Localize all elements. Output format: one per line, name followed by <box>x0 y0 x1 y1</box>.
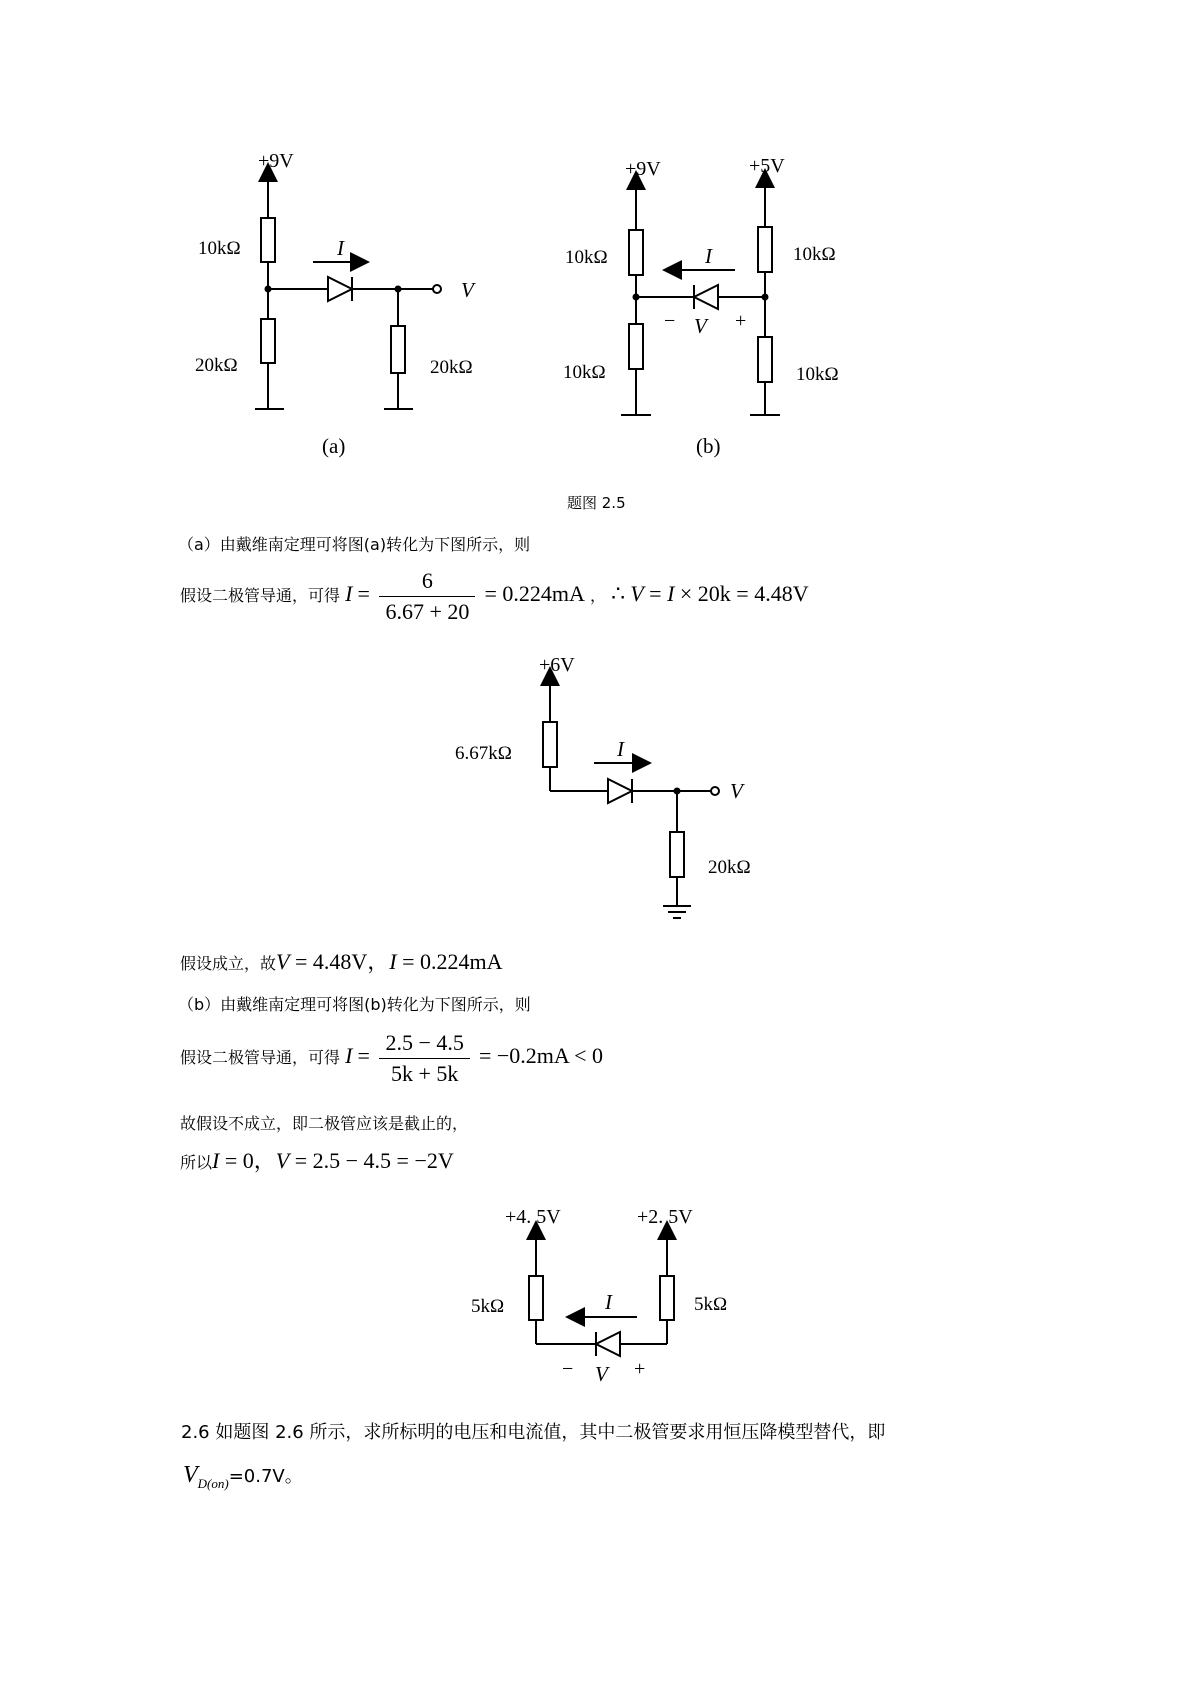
part-b-result-text: 所以 <box>180 1153 213 1172</box>
equiv-a-supply-label: +6V <box>539 654 575 676</box>
resistor-equiv-b-right <box>660 1276 674 1320</box>
part-a-assume: 假设二极管导通，可得 <box>180 586 341 605</box>
resistor-a-bottom <box>261 319 275 363</box>
equiv-a-r-top-label: 6.67kΩ <box>455 743 512 764</box>
part-a-eq-rhs: = 0.224mA <box>484 581 585 606</box>
vd-symbol: V <box>183 1462 198 1488</box>
part-a-equation: 假设二极管导通，可得 I = $\frac{6}{6.67 + 20}$ = 0.224mA ， ∴ V = I × 20k = 4.48V <box>180 566 809 627</box>
resistor-b-right-bottom <box>758 337 772 382</box>
part-a-i-symbol: I <box>667 581 675 606</box>
part-a-conclusion-text: 假设成立，故 <box>180 954 277 973</box>
part-b-eq-num: 2.5 − 4.5 <box>379 1028 469 1059</box>
fig-b-r-right-bottom-label: 10kΩ <box>796 364 839 385</box>
part-b-result-v: V <box>275 1148 290 1173</box>
part-a-v-eq-sign: = <box>643 581 668 606</box>
diode-a <box>328 277 352 301</box>
fig-a-r-bottom-label: 20kΩ <box>195 355 238 376</box>
fig-b-current-label: I <box>705 244 712 268</box>
equiv-b-current-label: I <box>605 1290 612 1314</box>
fig-a-r-load-label: 20kΩ <box>430 357 473 378</box>
vd-value: =0.7V。 <box>228 1466 303 1487</box>
part-a-conclusion <box>180 945 503 976</box>
part-a-conclusion-i: I <box>389 949 397 974</box>
equiv-b-r-right-label: 5kΩ <box>694 1294 728 1315</box>
equiv-circuit-a <box>543 676 719 918</box>
problem-2-6-text: 2.6 如题图 2.6 所示，求所标明的电压和电流值，其中二极管要求用恒压降模型替代，即 <box>181 1422 886 1443</box>
fig-a-r-top-label: 10kΩ <box>198 238 241 259</box>
fig-b-supply-right-label: +5V <box>749 155 785 177</box>
part-b-false-text: 故假设不成立，即二极管应该是截止的， <box>180 1114 469 1133</box>
fig-b-plus-sign: + <box>735 310 747 332</box>
output-terminal-a <box>433 285 441 293</box>
fig-b-r-left-bottom-label: 10kΩ <box>563 362 606 383</box>
part-a-conclusion-i-val: = 0.224mA <box>396 949 503 974</box>
equiv-b-plus-sign: + <box>634 1358 646 1380</box>
fig-b-voltage-label: V <box>694 314 707 338</box>
part-b-fraction <box>379 1028 469 1089</box>
figure-caption: 题图 2.5 <box>567 494 626 512</box>
problem-2-6-vd <box>183 1462 303 1489</box>
part-a-sep: ， <box>589 586 606 605</box>
fig-b-r-right-top-label: 10kΩ <box>793 244 836 265</box>
part-b-eq-rhs: = −0.2mA < 0 <box>478 1043 603 1068</box>
part-a-conclusion-v: V <box>276 949 290 974</box>
part-a-v-eq-rest: × 20k = 4.48V <box>674 581 809 606</box>
equiv-b-minus-sign: − <box>562 1358 574 1380</box>
equiv-a-current-label: I <box>617 737 624 761</box>
part-a-conclusion-v-val: = 4.48V， <box>289 949 390 974</box>
resistor-a-load <box>391 326 405 373</box>
equiv-b-supply-right-label: +2. 5V <box>637 1206 693 1228</box>
diode-b <box>694 285 718 309</box>
part-a-intro: （a）由戴维南定理可将图(a)转化为下图所示，则 <box>178 535 531 554</box>
part-b-assume: 假设二极管导通，可得 <box>180 1048 341 1067</box>
part-a-eq-den: 6.67 + 20 <box>385 599 470 624</box>
resistor-equiv-b-left <box>529 1276 543 1320</box>
figure-a <box>255 172 441 409</box>
fig-a-caption: (a) <box>322 434 346 458</box>
equiv-a-r-load-label: 20kΩ <box>708 857 751 878</box>
part-a-therefore: ∴ <box>611 581 626 606</box>
part-b-intro: （b）由戴维南定理可将图(b)转化为下图所示，则 <box>178 995 531 1014</box>
fig-a-current-label: I <box>337 236 344 260</box>
equiv-a-output-label: V <box>730 779 743 803</box>
part-a-v-symbol: V <box>630 581 644 606</box>
part-b-eq-lhs: I <box>345 1043 353 1068</box>
resistor-b-left-bottom <box>629 324 643 369</box>
part-b-eq-den: 5k + 5k <box>390 1061 459 1086</box>
part-b-result-v-val: = 2.5 − 4.5 = −2V <box>289 1148 454 1173</box>
equiv-b-r-left-label: 5kΩ <box>471 1296 505 1317</box>
vd-subscript: D(on) <box>197 1476 229 1491</box>
resistor-equiv-a-load <box>670 832 684 877</box>
fig-a-supply-label: +9V <box>258 150 294 172</box>
part-b-result-i: I <box>212 1148 220 1173</box>
part-b-result <box>180 1144 454 1175</box>
part-b-equation: 假设二极管导通，可得 I = $\frac{2.5 - 4.5}{5k + 5k}$ = −0.2mA < 0 <box>180 1028 603 1089</box>
resistor-a-top <box>261 218 275 262</box>
fig-a-output-label: V <box>461 278 474 302</box>
fig-b-minus-sign: − <box>664 310 676 332</box>
resistor-b-left-top <box>629 230 643 275</box>
part-a-eq-lhs: I <box>345 581 353 606</box>
fig-b-supply-left-label: +9V <box>625 158 661 180</box>
fig-b-caption: (b) <box>696 434 721 458</box>
fig-b-r-left-top-label: 10kΩ <box>565 247 608 268</box>
output-terminal-equiv-a <box>711 787 719 795</box>
figure-b <box>621 178 780 415</box>
part-a-eq-num: 6 <box>379 566 475 597</box>
equiv-b-voltage-label: V <box>595 1362 608 1386</box>
diode-equiv-a <box>608 779 632 803</box>
resistor-b-right-top <box>758 227 772 272</box>
equiv-circuit-b <box>529 1230 674 1356</box>
resistor-equiv-a-top <box>543 722 557 767</box>
diode-equiv-b <box>596 1332 620 1356</box>
equiv-b-supply-left-label: +4. 5V <box>505 1206 561 1228</box>
part-a-fraction <box>379 566 475 627</box>
part-b-result-i-val: = 0， <box>219 1148 276 1173</box>
